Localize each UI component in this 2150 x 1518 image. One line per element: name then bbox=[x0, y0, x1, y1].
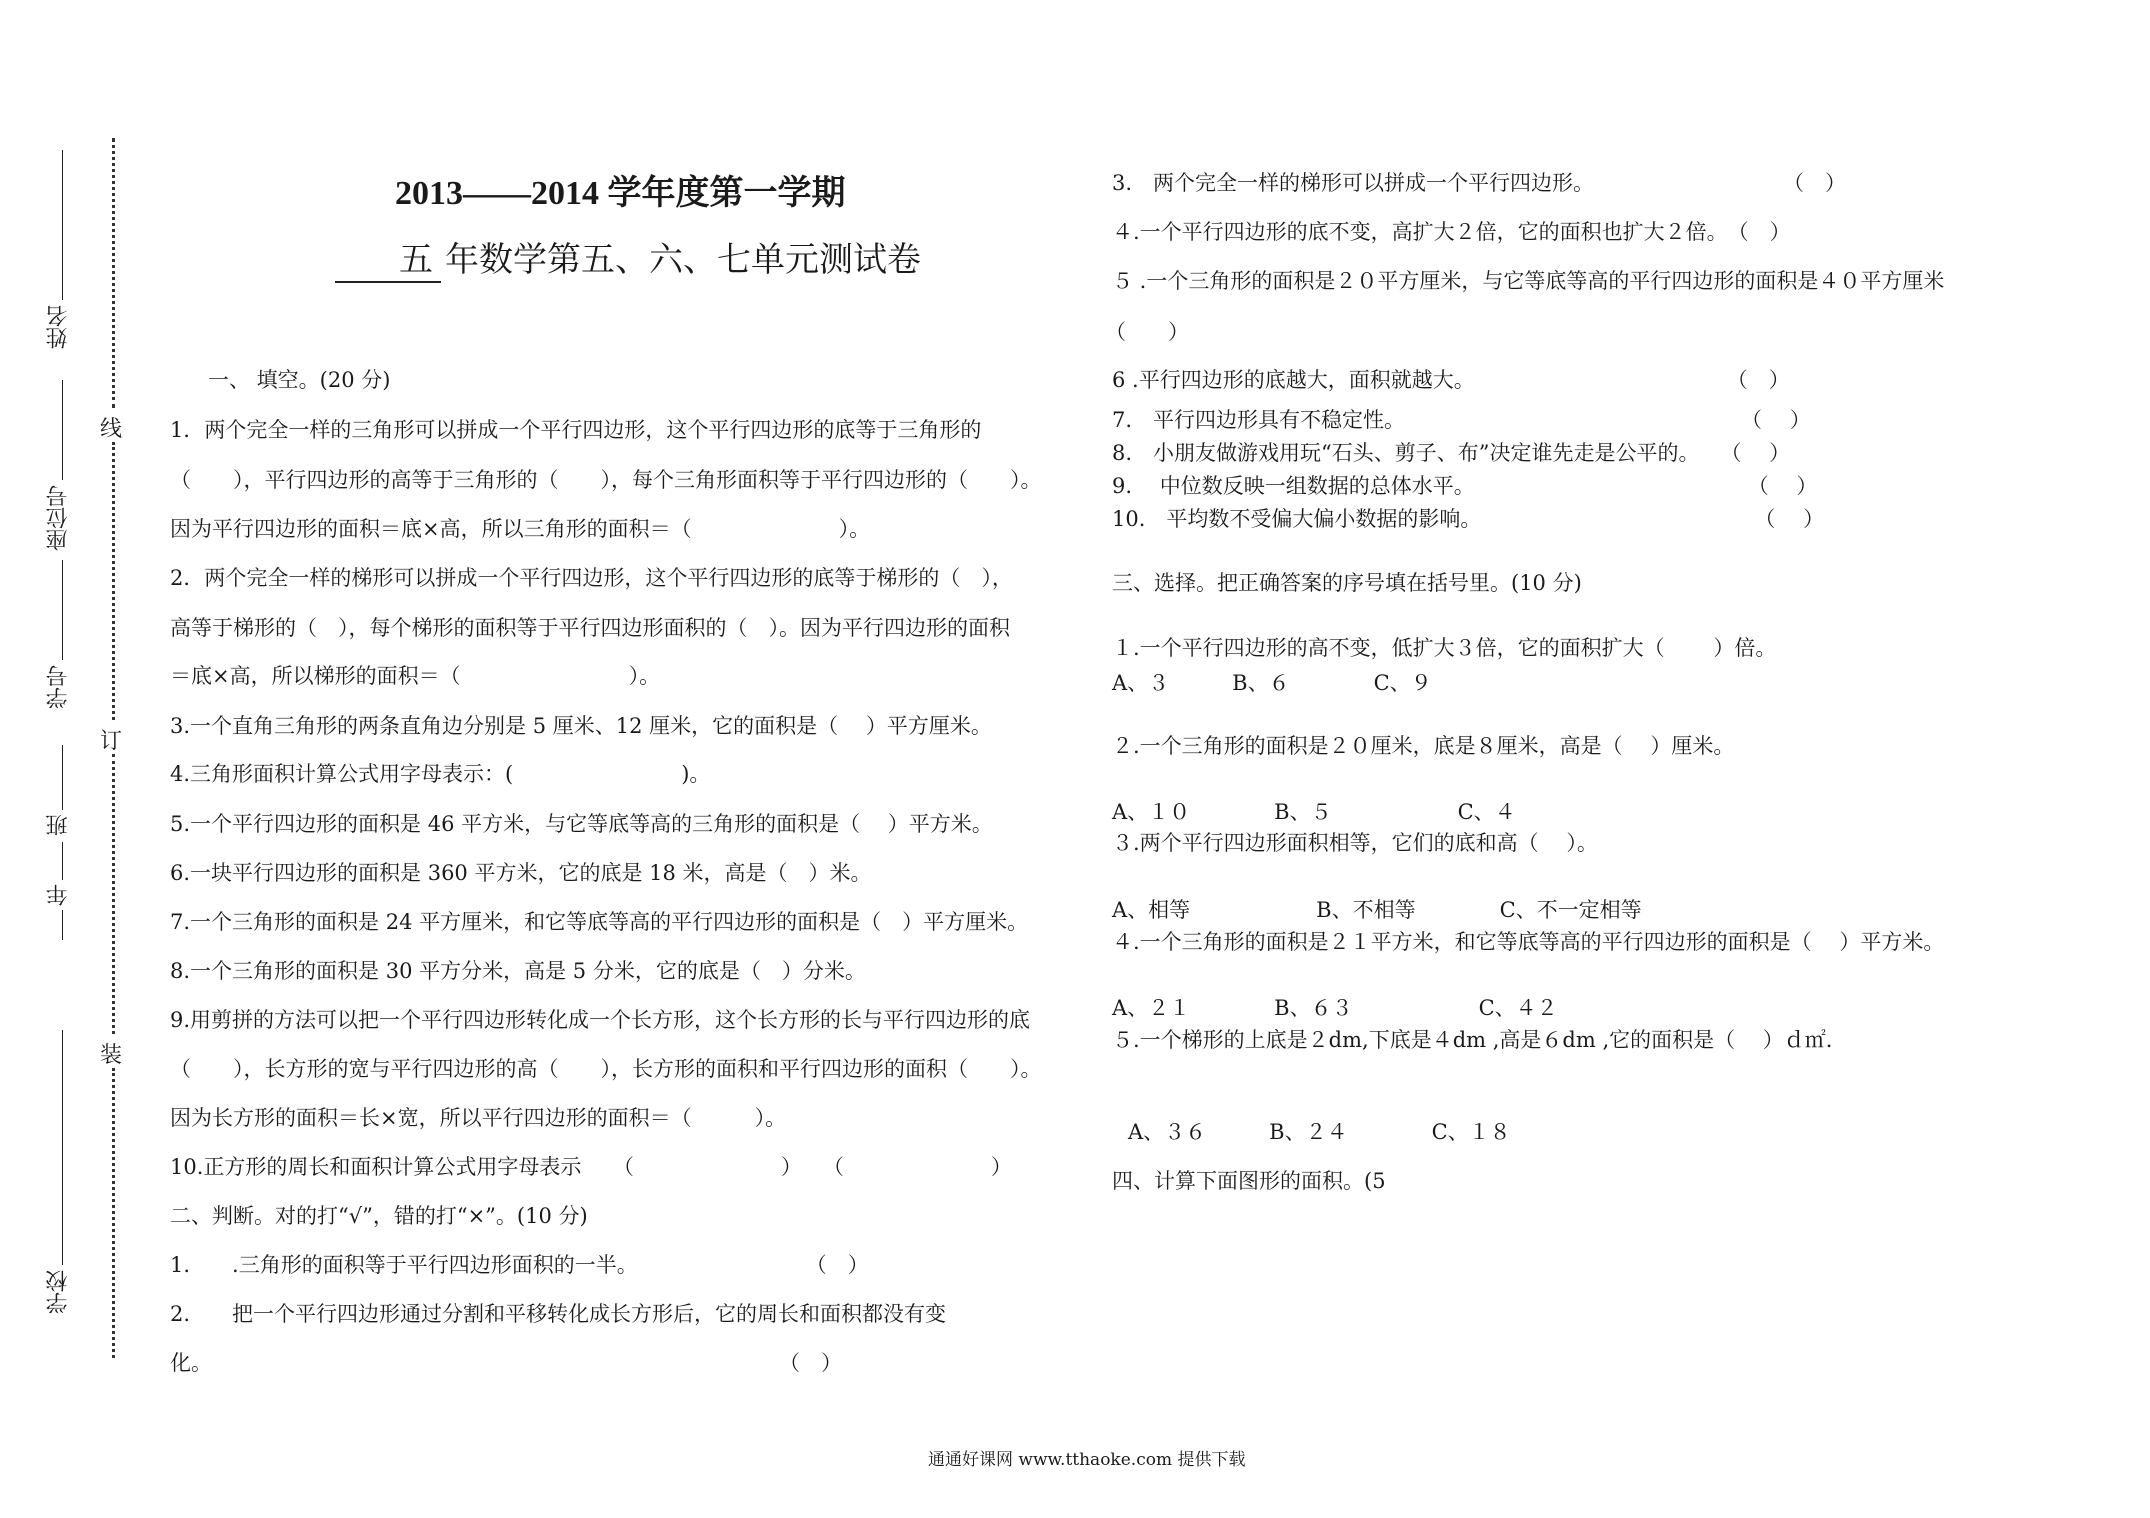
student-id-label: 学号 bbox=[46, 665, 71, 709]
question-line: 10. 平均数不受偏大偏小数据的影响。 （ ） bbox=[1112, 507, 1825, 531]
grade-value: 五 bbox=[335, 232, 441, 283]
question-line: ２.一个三角形的面积是２０厘米，底是８厘米，高是（ ）厘米。 bbox=[1112, 734, 1735, 758]
option-line: A、３ B、６ C、９ bbox=[1112, 671, 1432, 695]
exam-title: 2013——2014 学年度第一学期 bbox=[395, 175, 846, 212]
section-true-false: 二、判断。对的打“√”，错的打“×”。(10 分) bbox=[170, 1204, 588, 1228]
seat-underline bbox=[62, 380, 63, 480]
question-line: ＝底×高，所以梯形的面积＝（ ）。 bbox=[170, 664, 661, 688]
question-line: 3.一个直角三角形的两条直角边分别是 5 厘米、12 厘米，它的面积是（ ）平方厘米。 bbox=[170, 714, 992, 738]
cut-line-mid2 bbox=[112, 754, 115, 1034]
grade-label: 年 bbox=[46, 884, 71, 906]
question-line: ４.一个三角形的面积是２１平方米，和它等底等高的平行四边形的面积是（ ）平方米。 bbox=[1112, 930, 1945, 954]
student-id-underline bbox=[62, 560, 63, 660]
section-fill-blank: 一、 填空。(20 分) bbox=[208, 368, 391, 392]
question-line: 因为长方形的面积＝长×宽，所以平行四边形的面积＝（ ）。 bbox=[170, 1106, 787, 1130]
school-label: 学校 bbox=[46, 1270, 71, 1314]
question-line: 8.一个三角形的面积是 30 平方分米，高是 5 分米，它的底是（ ）分米。 bbox=[170, 959, 866, 983]
question-line: 7.一个三角形的面积是 24 平方厘米，和它等底等高的平行四边形的面积是（ ）平方厘米。 bbox=[170, 910, 1029, 934]
question-line: 3. 两个完全一样的梯形可以拼成一个平行四边形。 （ ） bbox=[1112, 171, 1847, 195]
question-line: 2．两个完全一样的梯形可以拼成一个平行四边形，这个平行四边形的底等于梯形的（ ）， bbox=[170, 566, 1013, 590]
seat-label: 座位号 bbox=[46, 485, 71, 551]
question-line: 高等于梯形的（ ），每个梯形的面积等于平行四边形面积的（ ）。因为平行四边形的面积 bbox=[170, 616, 1010, 640]
question-line: 4.三角形面积计算公式用字母表示：( )。 bbox=[170, 762, 711, 786]
question-line: 9.用剪拼的方法可以把一个平行四边形转化成一个长方形，这个长方形的长与平行四边形的底 bbox=[170, 1008, 1031, 1032]
cut-line-mid1 bbox=[112, 442, 115, 720]
question-line: 1．两个完全一样的三角形可以拼成一个平行四边形，这个平行四边形的底等于三角形的 bbox=[170, 418, 982, 442]
question-line: 9. 中位数反映一组数据的总体水平。 （ ） bbox=[1112, 474, 1818, 498]
question-line: （ ），平行四边形的高等于三角形的（ ），每个三角形面积等于平行四边形的（ ）。 bbox=[170, 468, 1042, 492]
class-label: 班 bbox=[46, 814, 71, 836]
question-line: ３.两个平行四边形面积相等，它们的底和高（ ）。 bbox=[1112, 831, 1598, 855]
grade-underline bbox=[62, 842, 63, 880]
question-line: 5.一个平行四边形的面积是 46 平方米，与它等底等高的三角形的面积是（ ）平方米。 bbox=[170, 812, 993, 836]
option-line: A、２１ B、６３ C、４２ bbox=[1112, 996, 1558, 1020]
question-line: １.一个平行四边形的高不变，低扩大３倍，它的面积扩大（ ）倍。 bbox=[1112, 636, 1777, 660]
name-underline bbox=[62, 150, 63, 300]
question-line: 10.正方形的周长和面积计算公式用字母表示 （ ） （ ） bbox=[170, 1155, 1012, 1179]
cut-mark-bind: 订 bbox=[100, 729, 123, 754]
option-line: A、１０ B、５ C、４ bbox=[1112, 800, 1516, 824]
question-line: 因为平行四边形的面积＝底×高，所以三角形的面积＝（ ）。 bbox=[170, 517, 871, 541]
question-line: 2. 把一个平行四边形通过分割和平移转化成长方形后，它的周长和面积都没有变 bbox=[170, 1302, 947, 1326]
school-underline bbox=[62, 1030, 63, 1265]
class-underline bbox=[62, 745, 63, 810]
cut-line-top bbox=[112, 138, 115, 408]
option-line: A、３６ B、２４ C、１８ bbox=[1128, 1120, 1511, 1144]
question-line: 8. 小朋友做游戏用玩“石头、剪子、布”决定谁先走是公平的。 （ ） bbox=[1112, 441, 1791, 465]
question-line: （ ），长方形的宽与平行四边形的高（ ），长方形的面积和平行四边形的面积（ ）。 bbox=[170, 1057, 1042, 1081]
question-line: 6.一块平行四边形的面积是 360 平方米，它的底是 18 米，高是（ ）米。 bbox=[170, 861, 872, 885]
question-line: 6 .平行四边形的底越大，面积就越大。 （ ） bbox=[1112, 368, 1790, 392]
cut-mark-line: 线 bbox=[100, 417, 123, 442]
footer-source: 通通好课网 www.tthaoke.com 提供下载 bbox=[928, 1450, 1246, 1470]
question-line: 化。 （ ） bbox=[170, 1351, 842, 1375]
subtitle-text: 年数学第五、六、七单元测试卷 bbox=[445, 240, 921, 280]
question-line: 7. 平行四边形具有不稳定性。 （ ） bbox=[1112, 408, 1811, 432]
cut-line-bottom bbox=[112, 1068, 115, 1358]
question-line: ４.一个平行四边形的底不变，高扩大２倍，它的面积也扩大２倍。 （ ） bbox=[1112, 220, 1791, 244]
section-area-calc: 四、计算下面图形的面积。(5 bbox=[1112, 1169, 1386, 1193]
cut-mark-install: 装 bbox=[100, 1043, 123, 1068]
question-line: （ ） bbox=[1105, 320, 1189, 344]
exam-subtitle bbox=[335, 232, 921, 283]
grade-underline-2 bbox=[62, 910, 63, 940]
option-line: A、相等 B、不相等 C、不一定相等 bbox=[1112, 898, 1642, 922]
question-line: 1. .三角形的面积等于平行四边形面积的一半。 （ ） bbox=[170, 1253, 869, 1277]
name-label: 姓名 bbox=[46, 305, 71, 349]
question-line: ５.一个梯形的上底是２dm,下底是４dm ,高是６dm ,它的面积是（ ）ｄ㎡. bbox=[1112, 1028, 1833, 1052]
question-line: ５ .一个三角形的面积是２０平方厘米，与它等底等高的平行四边形的面积是４０平方厘米 bbox=[1112, 269, 1945, 293]
section-choice: 三、选择。把正确答案的序号填在括号里。(10 分) bbox=[1112, 571, 1582, 595]
